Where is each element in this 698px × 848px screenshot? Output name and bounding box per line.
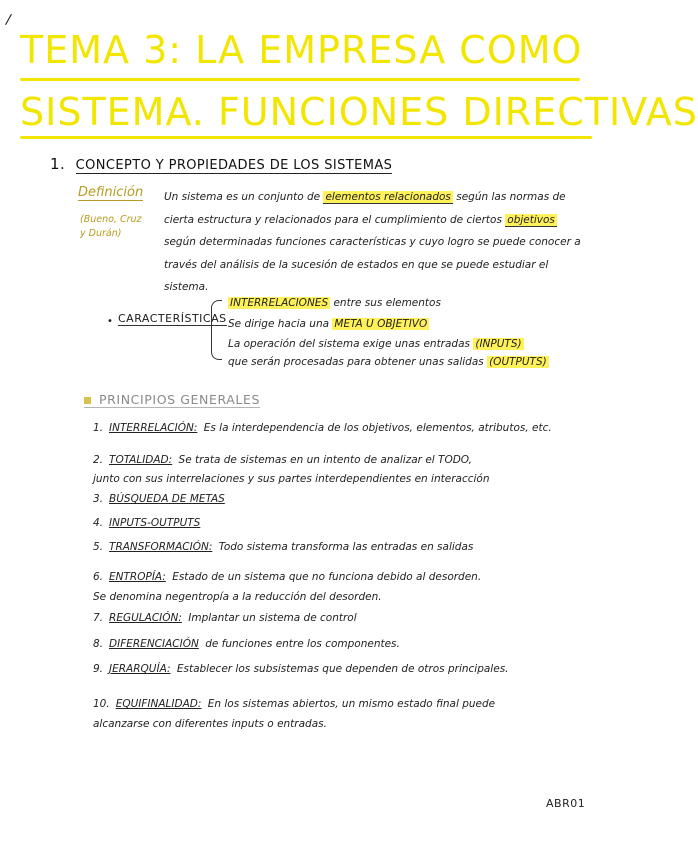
principle-text: Implantar un sistema de control bbox=[188, 612, 357, 624]
definition-text-b: según las normas de cierta estructura y relacionados para el cumplimiento de ciertos bbox=[164, 191, 566, 226]
principle-name: EQUIFINALIDAD: bbox=[115, 698, 202, 710]
principle-name: TOTALIDAD: bbox=[109, 454, 173, 466]
principle-item bbox=[93, 493, 228, 505]
principle-text: En los sistemas abiertos, un mismo estado final puede bbox=[207, 698, 496, 710]
caracteristicas-label: CARACTERÍSTICAS bbox=[118, 312, 227, 325]
principle-number: 10. bbox=[93, 698, 110, 710]
principle-text: Se trata de sistemas en un intento de analizar el TODO, bbox=[178, 454, 472, 466]
caracteristica-3-highlight: (INPUTS) bbox=[475, 338, 522, 350]
definition-source: (Bueno, Cruz y Durán) bbox=[80, 214, 142, 239]
principle-item bbox=[93, 694, 495, 734]
principle-text: Estado de un sistema que no funciona debido al desorden. bbox=[172, 571, 482, 583]
principle-continuation: Se denomina negentropía a la reducción del desorden. bbox=[93, 591, 382, 603]
principle-item bbox=[93, 451, 490, 489]
principle-name: BÚSQUEDA DE METAS bbox=[109, 493, 225, 505]
section-number: 1. bbox=[50, 155, 66, 173]
principle-continuation: alcanzarse con diferentes inputs o entradas. bbox=[93, 718, 327, 730]
principle-number: 6. bbox=[93, 571, 104, 583]
caracteristica-meta bbox=[228, 318, 429, 330]
definition-text-c: según determinadas funciones características y cuyo logro se puede conocer a través del análisis de la sucesión de estados en que se puede estudiar el sistema. bbox=[164, 236, 581, 293]
principle-name: TRANSFORMACIÓN: bbox=[109, 541, 213, 553]
principle-item bbox=[93, 517, 203, 529]
principle-text: de funciones entre los componentes. bbox=[205, 638, 400, 650]
title-line-1: TEMA 3: LA EMPRESA COMO bbox=[20, 28, 583, 72]
corner-mark: / bbox=[4, 11, 13, 29]
principle-number: 7. bbox=[93, 612, 104, 624]
caracteristica-3-text: La operación del sistema exige unas entradas bbox=[228, 338, 471, 350]
principle-number: 3. bbox=[93, 493, 104, 505]
brace-icon bbox=[211, 300, 222, 360]
caracteristica-outputs bbox=[228, 356, 549, 368]
caracteristica-2-text: Se dirige hacia una bbox=[228, 318, 330, 330]
title-underline-2 bbox=[20, 136, 592, 139]
principle-number: 8. bbox=[93, 638, 104, 650]
principle-item bbox=[93, 638, 400, 650]
title-underline-1 bbox=[20, 78, 580, 81]
bullet-icon: • bbox=[107, 316, 113, 327]
caracteristica-4-text: que serán procesadas para obtener unas salidas bbox=[228, 356, 484, 368]
section-title: CONCEPTO Y PROPIEDADES DE LOS SISTEMAS bbox=[75, 158, 393, 173]
caracteristica-inputs bbox=[228, 338, 524, 350]
principle-text: Todo sistema transforma las entradas en salidas bbox=[218, 541, 474, 553]
principle-number: 2. bbox=[93, 454, 104, 466]
principle-number: 4. bbox=[93, 517, 104, 529]
definition-highlight-objectives: objetivos bbox=[507, 213, 555, 226]
principles-heading-text: PRINCIPIOS GENERALES bbox=[99, 392, 261, 407]
definition-highlight-elements: elementos relacionados bbox=[325, 191, 451, 203]
signature: ABR01 bbox=[546, 797, 586, 810]
definition-text bbox=[164, 186, 592, 299]
caracteristica-4-highlight: (OUTPUTS) bbox=[489, 356, 547, 368]
caracteristica-interrelaciones bbox=[228, 297, 441, 309]
principle-number: 1. bbox=[93, 422, 104, 434]
principle-text: Es la interdependencia de los objetivos, elementos, atributos, etc. bbox=[203, 422, 552, 434]
principle-name: INPUTS-OUTPUTS bbox=[109, 517, 201, 529]
section-heading bbox=[50, 155, 392, 173]
principle-name: REGULACIÓN: bbox=[109, 612, 182, 624]
definition-text-a: Un sistema es un conjunto de bbox=[164, 191, 321, 203]
caracteristica-2-highlight: META U OBJETIVO bbox=[334, 318, 428, 330]
title-line-2: SISTEMA. FUNCIONES DIRECTIVAS bbox=[20, 90, 698, 134]
square-bullet-icon bbox=[84, 397, 91, 404]
principle-item bbox=[93, 612, 357, 624]
principle-item bbox=[93, 663, 509, 675]
definition-label: Definición bbox=[78, 185, 144, 200]
principle-number: 5. bbox=[93, 541, 104, 553]
principle-text: Establecer los subsistemas que dependen de otros principales. bbox=[176, 663, 509, 675]
principle-name: DIFERENCIACIÓN bbox=[109, 638, 199, 650]
principle-number: 9. bbox=[93, 663, 104, 675]
caracteristica-1-text: entre sus elementos bbox=[333, 297, 441, 309]
principle-item bbox=[93, 541, 473, 553]
principle-name: INTERRELACIÓN: bbox=[109, 422, 198, 434]
principle-continuation: junto con sus interrelaciones y sus partes interdependientes en interacción bbox=[93, 473, 490, 485]
caracteristica-1-highlight: INTERRELACIONES bbox=[230, 297, 329, 309]
principle-item bbox=[93, 567, 481, 607]
principle-item bbox=[93, 422, 552, 434]
principle-name: JERARQUÍA: bbox=[109, 663, 171, 675]
principle-name: ENTROPÍA: bbox=[109, 571, 166, 583]
principles-heading bbox=[84, 392, 260, 408]
